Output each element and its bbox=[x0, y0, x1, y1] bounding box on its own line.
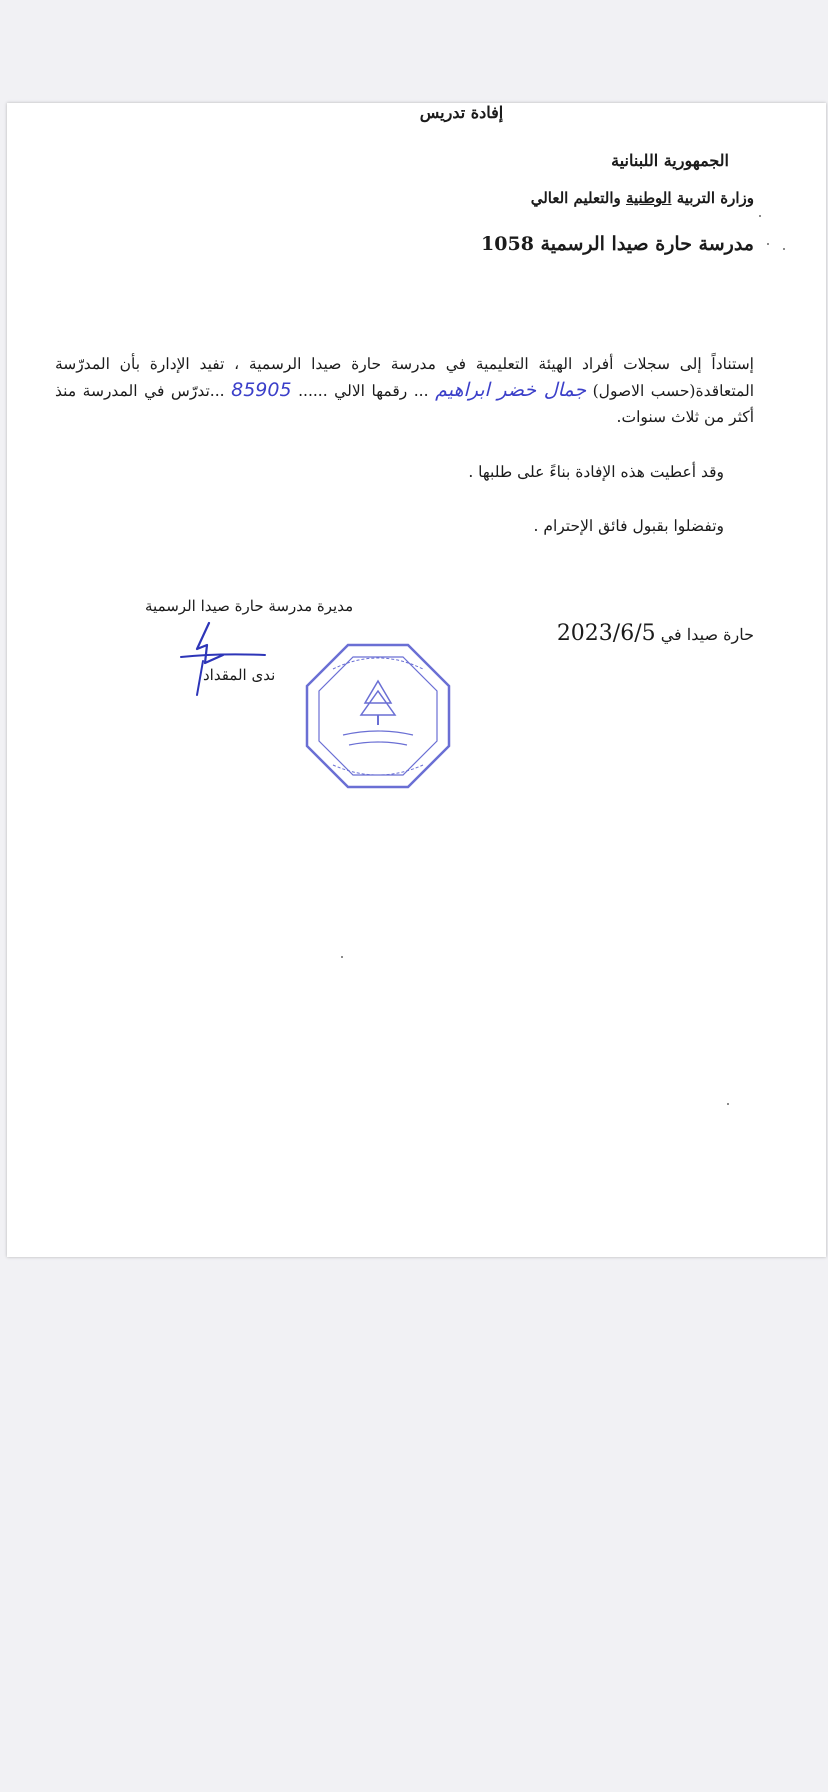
header-republic: الجمهورية اللبنانية bbox=[611, 151, 729, 170]
document-page bbox=[7, 103, 826, 1257]
date-prefix: حارة صيدا في bbox=[655, 625, 754, 644]
date-value: 2023/6/5 bbox=[556, 621, 656, 646]
header-ministry-part1: وزارة التربية bbox=[671, 189, 754, 207]
paragraph-closing: وتفضلوا بقبول فائق الإحترام . bbox=[533, 517, 724, 535]
header-ministry-part2: والتعليم العالي bbox=[530, 189, 626, 207]
header-ministry bbox=[531, 189, 754, 207]
paragraph-main-mid: ... رقمها الالي ...... bbox=[291, 382, 436, 400]
header-ministry-underlined: الوطنية bbox=[625, 189, 672, 207]
official-stamp bbox=[303, 641, 453, 791]
signatory-title: مديرة مدرسة حارة صيدا الرسمية bbox=[145, 597, 354, 615]
signatory-name: ندى المقداد bbox=[203, 666, 276, 684]
paragraph-main-end: ...تدرّس في المدرسة منذ أكثر من ثلاث سنوات. bbox=[55, 382, 754, 426]
handwritten-name: جمال خضر ابراهيم bbox=[435, 379, 587, 401]
paragraph-request: وقد أعطيت هذه الإفادة بناءً على طلبها . bbox=[468, 463, 724, 481]
paragraph-main bbox=[55, 351, 754, 430]
handwritten-number: 85905 bbox=[231, 379, 292, 401]
document-title: إفادة تدريس bbox=[419, 103, 504, 122]
date-line bbox=[557, 621, 754, 646]
header-school: مدرسة حارة صيدا الرسمية 1058 bbox=[481, 233, 754, 255]
paragraph-main-start: إستناداً إلى سجلات أفراد الهيئة التعليمية في مدرسة حارة صيدا الرسمية ، تفيد الإدارة بأن المدرّسة المتعاقدة(حسب الاصول) bbox=[55, 355, 754, 400]
signature-mark bbox=[179, 615, 279, 705]
